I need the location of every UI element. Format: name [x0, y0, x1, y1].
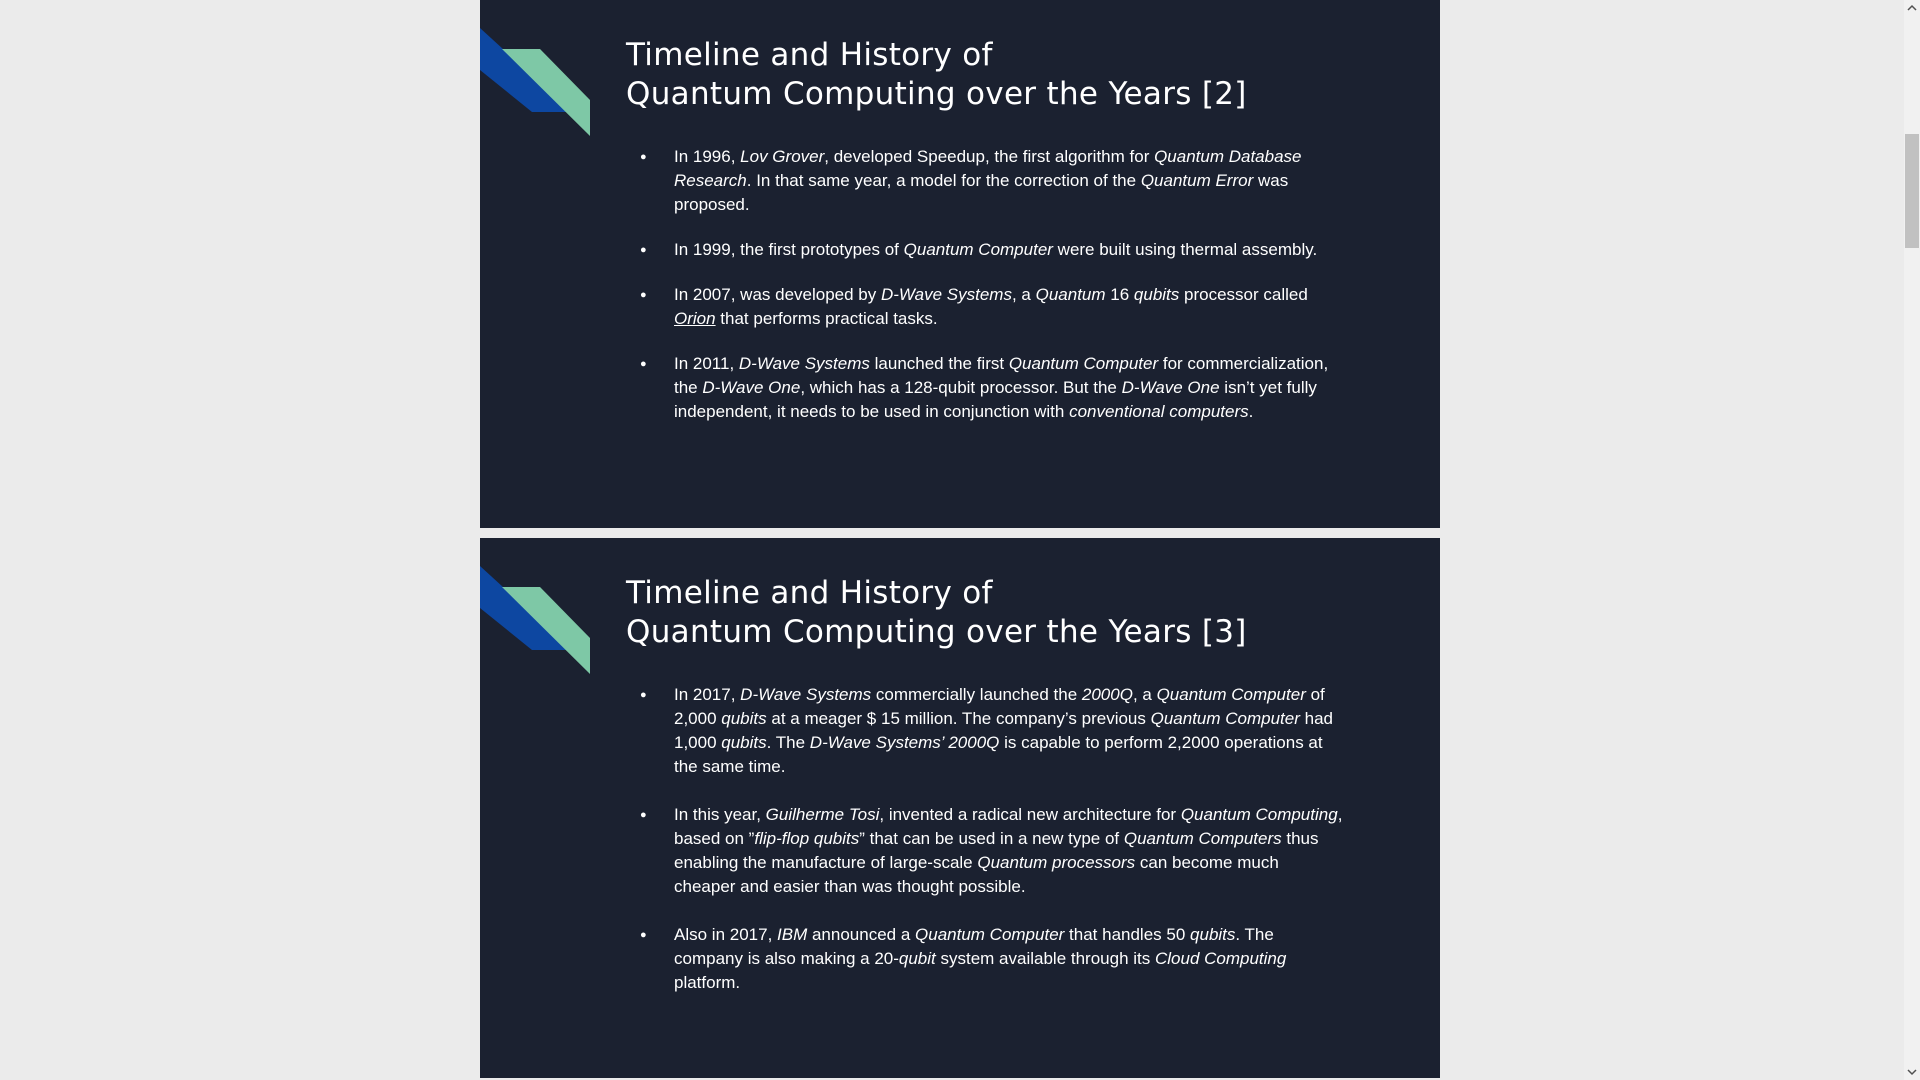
- bullet-item: [674, 923, 1344, 995]
- slide-2: [480, 0, 1440, 528]
- italic-term: Quantum processors: [977, 853, 1136, 872]
- bullet-text: for commercialization, the: [674, 354, 1329, 397]
- italic-term: Quantum Error: [1140, 171, 1254, 190]
- bullet-text: , invented a radical new architecture for: [879, 805, 1181, 824]
- bullet-text: launched the first: [869, 354, 1009, 373]
- underlined-term: Orion: [674, 309, 716, 328]
- vertical-scrollbar[interactable]: [1904, 0, 1920, 1080]
- bullet-item: [674, 803, 1344, 899]
- slide-title-line-2: Quantum Computing over the Years [3]: [626, 614, 1247, 650]
- bullet-text: . The: [766, 733, 810, 752]
- bullet-text: In 1999, the first prototypes of: [674, 240, 904, 259]
- italic-term: D-Wave Systems: [740, 685, 872, 704]
- italic-term: Lov Grover: [740, 147, 825, 166]
- bullet-text: , based on ”: [674, 805, 1343, 848]
- bullet-text: was proposed.: [674, 171, 1289, 214]
- bullet-text: announced a: [807, 925, 916, 944]
- bullet-text: of 2,000: [674, 685, 1325, 728]
- bullet-text: isn’t yet fully independent, it needs to be used in conjunction with: [674, 378, 1317, 421]
- bullet-text: Also in 2017,: [674, 925, 778, 944]
- bullet-item: [674, 683, 1344, 779]
- bullet-text: that handles 50: [1064, 925, 1191, 944]
- slide-3: [480, 538, 1440, 1078]
- italic-term: conventional computers: [1069, 402, 1249, 421]
- italic-term: D-Wave One: [702, 378, 801, 397]
- bullet-text: commercially launched the: [871, 685, 1082, 704]
- slide-title-line-1: Timeline and History of: [626, 575, 993, 611]
- bullet-text: .: [1248, 402, 1254, 421]
- bullet-list: [674, 145, 1344, 445]
- bullet-text: is capable to perform 2,2000 operations at the same time.: [674, 733, 1323, 776]
- italic-term: Cloud Computing: [1154, 949, 1287, 968]
- slide-title: [626, 574, 1247, 652]
- bullet-text: 16: [1105, 285, 1134, 304]
- bullet-text: platform.: [674, 973, 741, 992]
- corner-stripes-icon: [480, 28, 590, 136]
- italic-term: Quantum: [1035, 285, 1106, 304]
- bullet-text: In this year,: [674, 805, 766, 824]
- bullet-text: thus enabling the manufacture of large-scale: [674, 829, 1319, 872]
- bullet-text: , a: [1132, 685, 1157, 704]
- bullet-item: [674, 283, 1344, 331]
- bullet-list: [674, 683, 1344, 1019]
- italic-term: Quantum Computer: [1156, 685, 1306, 704]
- bullet-text: processor called: [1179, 285, 1308, 304]
- italic-term: Quantum Computer: [1150, 709, 1300, 728]
- slide-title-line-2: Quantum Computing over the Years [2]: [626, 76, 1247, 112]
- bullet-item: [674, 352, 1344, 424]
- italic-term: Quantum Computer: [903, 240, 1053, 259]
- bullet-text: In 2011,: [674, 354, 739, 373]
- italic-term: qubits: [721, 709, 767, 728]
- italic-term: D-Wave Systems: [738, 354, 870, 373]
- bullet-item: [674, 238, 1344, 262]
- chevron-down-icon: [1904, 1064, 1920, 1080]
- italic-term: Quantum Computer: [915, 925, 1065, 944]
- bullet-text: , developed Speedup, the first algorithm for: [824, 147, 1155, 166]
- slide-title-line-1: Timeline and History of: [626, 37, 993, 73]
- bullet-text: that performs practical tasks.: [715, 309, 938, 328]
- italic-term: qubits: [1190, 925, 1236, 944]
- italic-term: Guilherme Tosi: [765, 805, 880, 824]
- bullet-text: at a meager $ 15 million. The company’s previous: [766, 709, 1151, 728]
- slide-title: [626, 36, 1247, 114]
- bullet-text: . The company is also making a 20-: [674, 925, 1274, 968]
- bullet-item: [674, 145, 1344, 217]
- italic-term: Quantum Database Research: [674, 147, 1302, 190]
- bullet-text: , a: [1011, 285, 1036, 304]
- bullet-text: can become much cheaper and easier than was thought possible.: [674, 853, 1279, 896]
- italic-term: IBM: [777, 925, 808, 944]
- italic-term: qubit: [898, 949, 936, 968]
- bullet-text: In 2017,: [674, 685, 741, 704]
- bullet-text: In 2007, was developed by: [674, 285, 881, 304]
- italic-term: 2000Q: [1081, 685, 1133, 704]
- italic-term: qubits: [1133, 285, 1180, 304]
- corner-stripes-icon: [480, 566, 590, 674]
- italic-term: D-Wave Systems’ 2000Q: [809, 733, 1000, 752]
- chevron-up-icon: [1904, 0, 1920, 16]
- italic-term: Quantum Computing: [1180, 805, 1338, 824]
- italic-term: qubits: [721, 733, 767, 752]
- bullet-text: system available through its: [935, 949, 1155, 968]
- bullet-text: had 1,000: [674, 709, 1333, 752]
- scroll-up-button[interactable]: [1904, 0, 1920, 16]
- italic-term: Quantum Computers: [1123, 829, 1282, 848]
- italic-term: flip-flop qubits: [754, 829, 860, 848]
- bullet-text: . In that same year, a model for the correction of the: [746, 171, 1141, 190]
- bullet-text: In 1996,: [674, 147, 741, 166]
- italic-term: D-Wave Systems: [880, 285, 1012, 304]
- bullet-text: were built using thermal assembly.: [1052, 240, 1318, 259]
- scrollbar-thumb[interactable]: [1905, 134, 1919, 248]
- italic-term: Quantum Computer: [1008, 354, 1159, 373]
- italic-term: D-Wave One: [1121, 378, 1220, 397]
- scroll-down-button[interactable]: [1904, 1064, 1920, 1080]
- bullet-text: ” that can be used in a new type of: [859, 829, 1124, 848]
- bullet-text: , which has a 128-qubit processor. But the: [800, 378, 1122, 397]
